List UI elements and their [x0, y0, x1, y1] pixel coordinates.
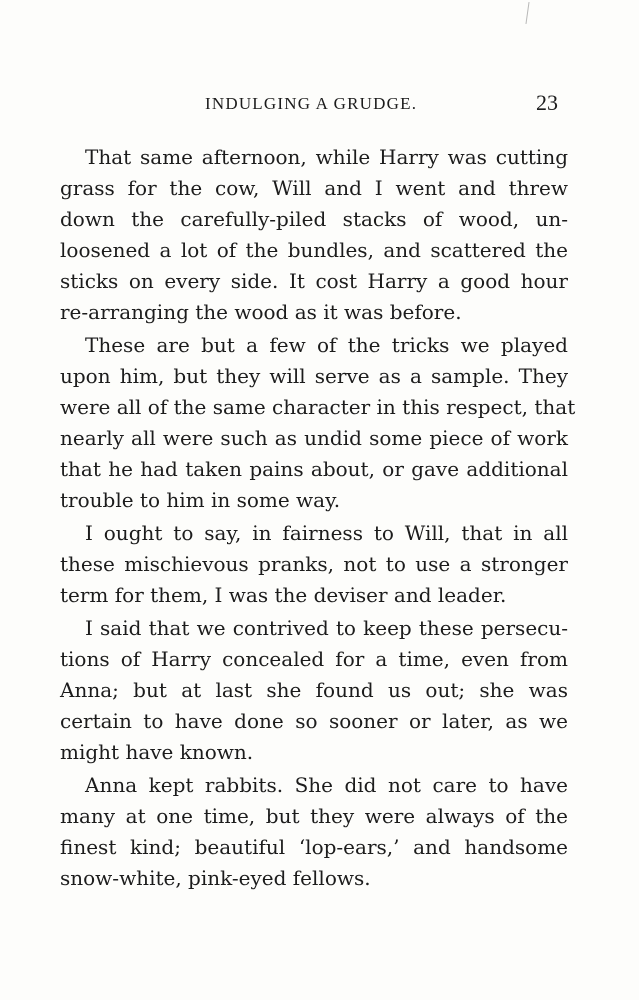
text-line: trouble to him in some way. [60, 488, 341, 512]
text-line: certain to have done so sooner or later, as we [60, 709, 568, 733]
text-line: sticks on every side. It cost Harry a good hour [60, 269, 568, 293]
text-line: tions of Harry concealed for a time, even from [60, 647, 568, 671]
text-line: grass for the cow, Will and I went and threw [60, 176, 568, 200]
text-line: that he had taken pains about, or gave additional [60, 457, 568, 481]
text-line: re-arranging the wood as it was before. [60, 300, 462, 324]
text-line: I said that we contrived to keep these persecu- [85, 616, 568, 640]
text-line: finest kind; beautiful ‘lop-ears,’ and handsome [60, 835, 568, 859]
text-line: Anna kept rabbits. She did not care to have [85, 773, 568, 797]
text-line: might have known. [60, 740, 254, 764]
text-line: nearly all were such as undid some piece of work [60, 426, 568, 450]
text-line: These are but a few of the tricks we played [85, 333, 568, 357]
text-line: Anna; but at last she found us out; she was [60, 678, 568, 702]
text-line: down the carefully-piled stacks of wood, un- [60, 207, 568, 231]
pencil-mark [525, 2, 529, 24]
text-line: I ought to say, in fairness to Will, that in all [85, 521, 568, 545]
text-line: That same afternoon, while Harry was cutting [85, 145, 568, 169]
text-line: loosened a lot of the bundles, and scattered the [60, 238, 568, 262]
page-number: 23 [536, 90, 558, 115]
text-line: snow-white, pink-eyed fellows. [60, 866, 371, 890]
text-line: were all of the same character in this respect, that [60, 395, 576, 419]
text-line: upon him, but they will serve as a sample. They [60, 364, 568, 388]
running-head-title: INDULGING A GRUDGE. [205, 94, 418, 113]
text-line: these mischievous pranks, not to use a stronger [60, 552, 568, 576]
text-line: term for them, I was the deviser and leader. [60, 583, 507, 607]
text-line: many at one time, but they were always of the [60, 804, 568, 828]
